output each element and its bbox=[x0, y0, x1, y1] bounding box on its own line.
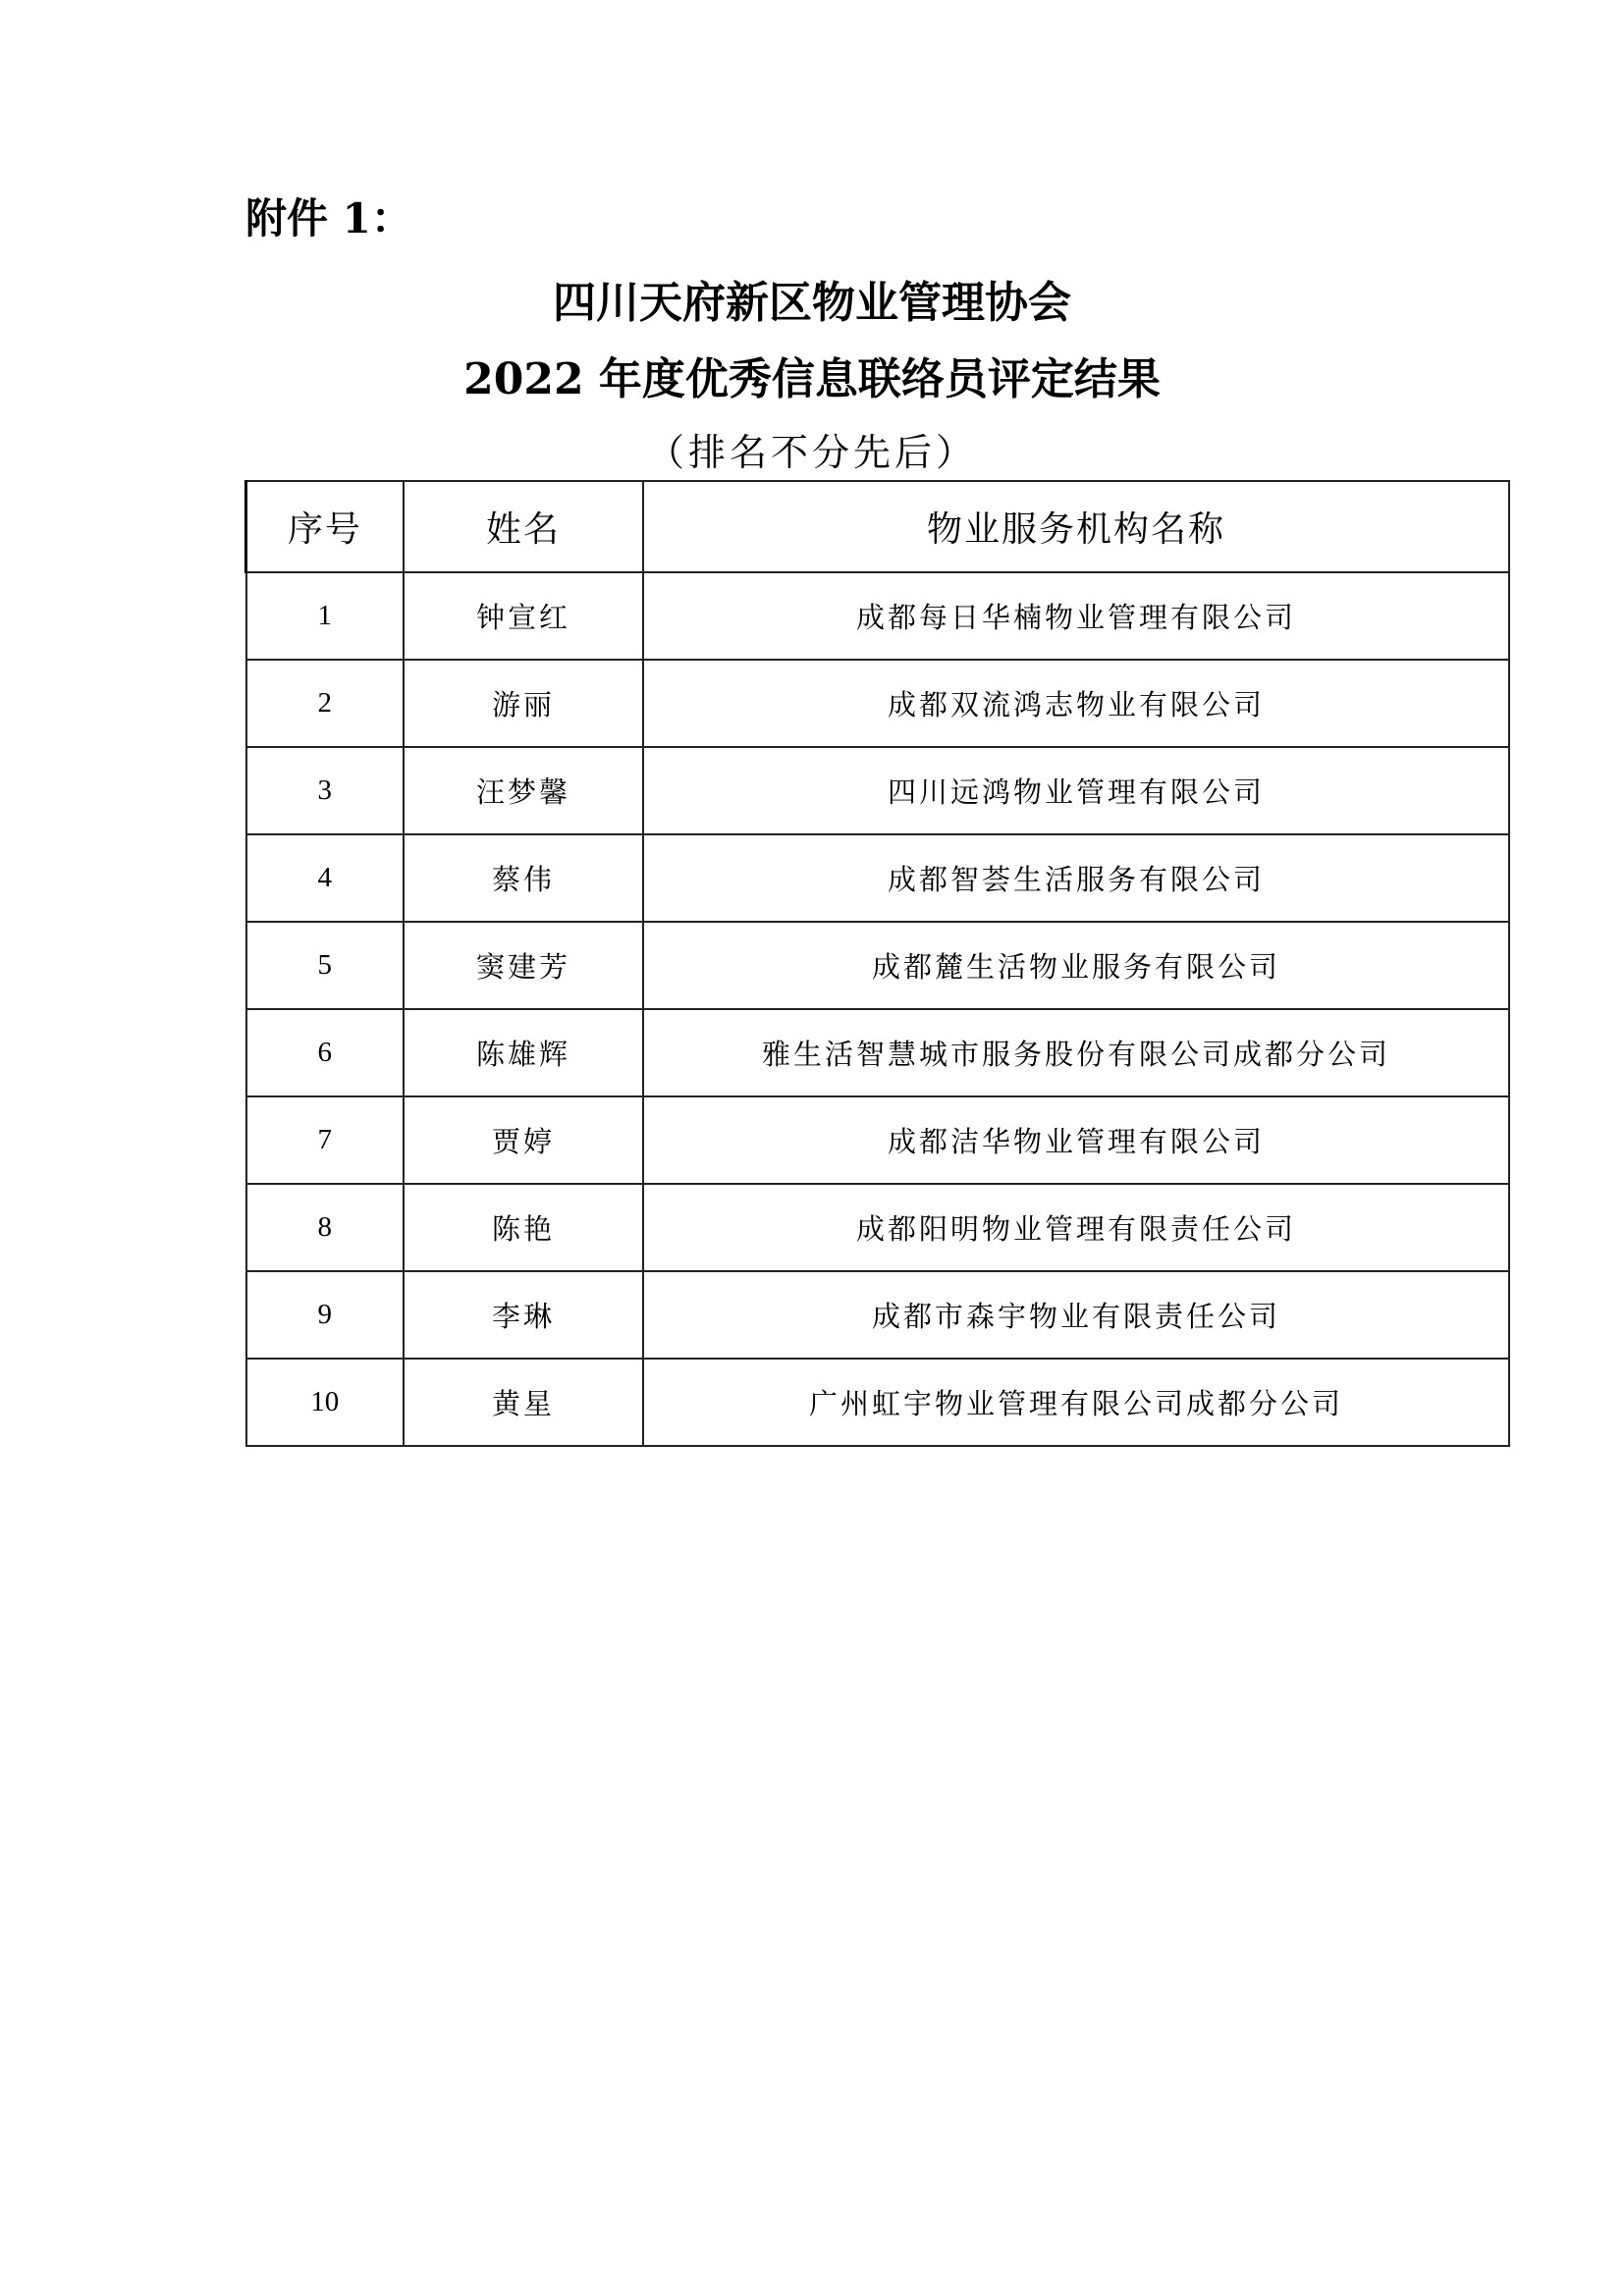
attachment-label: 附件 1： bbox=[245, 194, 412, 242]
cell-org: 成都双流鸿志物业有限公司 bbox=[643, 660, 1509, 747]
cell-org: 成都市森宇物业有限责任公司 bbox=[643, 1271, 1509, 1359]
cell-name: 钟宣红 bbox=[404, 572, 643, 660]
cell-org: 成都洁华物业管理有限公司 bbox=[643, 1096, 1509, 1184]
cell-no: 7 bbox=[246, 1096, 405, 1184]
header-name: 姓名 bbox=[404, 481, 643, 572]
cell-name: 蔡伟 bbox=[404, 834, 643, 922]
table-row bbox=[246, 1359, 1510, 1446]
header-no: 序号 bbox=[246, 481, 405, 572]
cell-name: 黄星 bbox=[404, 1359, 643, 1446]
cell-org: 成都麓生活物业服务有限公司 bbox=[643, 922, 1509, 1009]
cell-name: 陈艳 bbox=[404, 1184, 643, 1271]
header-org: 物业服务机构名称 bbox=[643, 481, 1509, 572]
table-row bbox=[246, 747, 1510, 834]
cell-name: 汪梦馨 bbox=[404, 747, 643, 834]
table-row bbox=[246, 572, 1510, 660]
cell-name: 李琳 bbox=[404, 1271, 643, 1359]
results-table bbox=[244, 480, 1510, 1447]
cell-no: 2 bbox=[246, 660, 405, 747]
cell-no: 1 bbox=[246, 572, 405, 660]
table-row bbox=[246, 660, 1510, 747]
cell-org: 成都阳明物业管理有限责任公司 bbox=[643, 1184, 1509, 1271]
table-row bbox=[246, 1184, 1510, 1271]
table-row bbox=[246, 1096, 1510, 1184]
table-row bbox=[246, 922, 1510, 1009]
cell-name: 窦建芳 bbox=[404, 922, 643, 1009]
cell-name: 游丽 bbox=[404, 660, 643, 747]
document-title-line1: 四川天府新区物业管理协会 bbox=[553, 278, 1071, 328]
document-subtitle: （排名不分先后） bbox=[646, 431, 977, 474]
table-row bbox=[246, 834, 1510, 922]
table-row bbox=[246, 1271, 1510, 1359]
cell-name: 陈雄辉 bbox=[404, 1009, 643, 1096]
cell-org: 成都每日华楠物业管理有限公司 bbox=[643, 572, 1509, 660]
cell-org: 雅生活智慧城市服务股份有限公司成都分公司 bbox=[643, 1009, 1509, 1096]
cell-no: 6 bbox=[246, 1009, 405, 1096]
table-row bbox=[246, 1009, 1510, 1096]
cell-no: 10 bbox=[246, 1359, 405, 1446]
document-title-line2: 2022 年度优秀信息联络员评定结果 bbox=[463, 354, 1161, 404]
table-header-row bbox=[246, 481, 1510, 572]
cell-no: 3 bbox=[246, 747, 405, 834]
cell-org: 成都智荟生活服务有限公司 bbox=[643, 834, 1509, 922]
cell-no: 5 bbox=[246, 922, 405, 1009]
cell-org: 广州虹宇物业管理有限公司成都分公司 bbox=[643, 1359, 1509, 1446]
cell-no: 9 bbox=[246, 1271, 405, 1359]
cell-no: 8 bbox=[246, 1184, 405, 1271]
cell-name: 贾婷 bbox=[404, 1096, 643, 1184]
cell-org: 四川远鸿物业管理有限公司 bbox=[643, 747, 1509, 834]
cell-no: 4 bbox=[246, 834, 405, 922]
